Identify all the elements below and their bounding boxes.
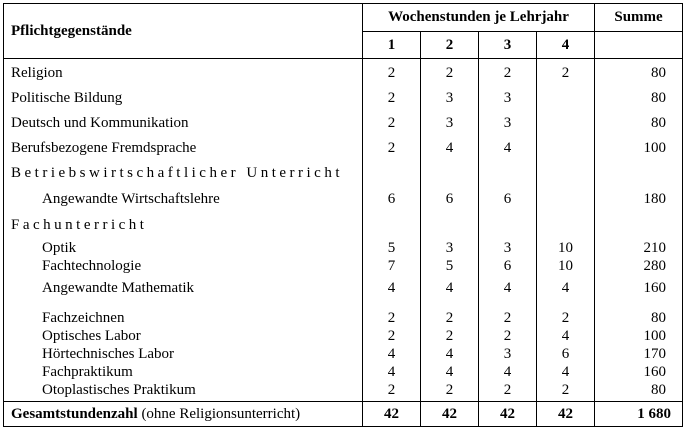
row-year-3-value: 2 bbox=[479, 302, 537, 327]
row-subject-name: Fachtechnologie bbox=[4, 257, 363, 275]
row-year-3-value: 3 bbox=[479, 345, 537, 363]
total-year-1: 42 bbox=[363, 402, 421, 427]
row-subject-name: Angewandte Mathematik bbox=[4, 275, 363, 302]
empty-cell bbox=[537, 161, 595, 186]
row-year-3-value: 3 bbox=[479, 111, 537, 136]
row-subject-name: Politische Bildung bbox=[4, 86, 363, 111]
row-sum-value: 160 bbox=[595, 275, 683, 302]
year-4-header: 4 bbox=[537, 32, 595, 59]
row-year-2-value: 3 bbox=[421, 238, 479, 257]
row-subject-name: Angewandte Wirtschaftslehre bbox=[4, 186, 363, 213]
empty-cell bbox=[421, 213, 479, 238]
row-year-1-value: 2 bbox=[363, 327, 421, 345]
row-sum-value: 170 bbox=[595, 345, 683, 363]
row-subject-name: Optisches Labor bbox=[4, 327, 363, 345]
total-sum: 1 680 bbox=[595, 402, 683, 427]
table-row bbox=[4, 327, 683, 345]
row-sum-value: 80 bbox=[595, 86, 683, 111]
table-row bbox=[4, 275, 683, 302]
row-subject-name: Fachzeichnen bbox=[4, 302, 363, 327]
row-year-2-value: 3 bbox=[421, 86, 479, 111]
row-year-3-value: 4 bbox=[479, 136, 537, 161]
table-row bbox=[4, 302, 683, 327]
row-year-1-value: 4 bbox=[363, 275, 421, 302]
row-year-3-value: 3 bbox=[479, 238, 537, 257]
row-sum-value: 80 bbox=[595, 381, 683, 402]
total-row bbox=[4, 402, 683, 427]
row-year-4-value bbox=[537, 136, 595, 161]
row-year-2-value: 4 bbox=[421, 363, 479, 381]
row-year-3-value: 4 bbox=[479, 363, 537, 381]
row-year-3-value: 4 bbox=[479, 275, 537, 302]
total-label-note: (ohne Religionsunterricht) bbox=[141, 405, 301, 422]
table-row bbox=[4, 363, 683, 381]
row-year-1-value: 4 bbox=[363, 363, 421, 381]
total-label-bold: Gesamtstundenzahl bbox=[11, 405, 138, 422]
row-sum-value: 100 bbox=[595, 136, 683, 161]
section-header-row bbox=[4, 161, 683, 186]
row-sum-value: 180 bbox=[595, 186, 683, 213]
row-year-1-value: 4 bbox=[363, 345, 421, 363]
row-year-2-value: 4 bbox=[421, 275, 479, 302]
row-year-3-value: 3 bbox=[479, 86, 537, 111]
row-year-3-value: 2 bbox=[479, 381, 537, 402]
sum-column-header: Summe bbox=[595, 4, 683, 32]
section-header-technical: Fachunterricht bbox=[4, 213, 363, 238]
row-year-1-value: 7 bbox=[363, 257, 421, 275]
row-year-1-value: 2 bbox=[363, 111, 421, 136]
row-year-3-value: 6 bbox=[479, 186, 537, 213]
total-year-3: 42 bbox=[479, 402, 537, 427]
row-year-4-value: 4 bbox=[537, 327, 595, 345]
row-sum-value: 280 bbox=[595, 257, 683, 275]
row-year-2-value: 2 bbox=[421, 302, 479, 327]
row-year-1-value: 2 bbox=[363, 59, 421, 87]
row-year-3-value: 6 bbox=[479, 257, 537, 275]
sum-subheader-empty bbox=[595, 32, 683, 59]
empty-cell bbox=[363, 213, 421, 238]
row-year-2-value: 6 bbox=[421, 186, 479, 213]
year-1-header: 1 bbox=[363, 32, 421, 59]
row-year-2-value: 5 bbox=[421, 257, 479, 275]
weekly-hours-group-header: Wochenstunden je Lehrjahr bbox=[363, 4, 595, 32]
row-year-4-value: 2 bbox=[537, 59, 595, 87]
row-year-4-value: 6 bbox=[537, 345, 595, 363]
row-sum-value: 80 bbox=[595, 111, 683, 136]
section-header-row bbox=[4, 213, 683, 238]
empty-cell bbox=[595, 213, 683, 238]
row-year-2-value: 2 bbox=[421, 327, 479, 345]
row-sum-value: 100 bbox=[595, 327, 683, 345]
row-sum-value: 80 bbox=[595, 59, 683, 87]
row-subject-name: Fachpraktikum bbox=[4, 363, 363, 381]
row-year-1-value: 2 bbox=[363, 136, 421, 161]
section-header-business: Betriebswirtschaftlicher Unterricht bbox=[4, 161, 363, 186]
row-year-4-value: 10 bbox=[537, 257, 595, 275]
row-subject-name: Otoplastisches Praktikum bbox=[4, 381, 363, 402]
row-sum-value: 80 bbox=[595, 302, 683, 327]
empty-cell bbox=[595, 161, 683, 186]
empty-cell bbox=[363, 161, 421, 186]
row-year-4-value bbox=[537, 86, 595, 111]
row-year-2-value: 4 bbox=[421, 345, 479, 363]
row-year-4-value bbox=[537, 186, 595, 213]
total-year-2: 42 bbox=[421, 402, 479, 427]
table-row bbox=[4, 59, 683, 87]
row-year-2-value: 3 bbox=[421, 111, 479, 136]
row-sum-value: 210 bbox=[595, 238, 683, 257]
empty-cell bbox=[479, 213, 537, 238]
table-row bbox=[4, 111, 683, 136]
subject-column-header: Pflichtgegenstände bbox=[4, 4, 363, 59]
row-subject-name: Hörtechnisches Labor bbox=[4, 345, 363, 363]
year-2-header: 2 bbox=[421, 32, 479, 59]
row-year-1-value: 5 bbox=[363, 238, 421, 257]
row-subject-name: Deutsch und Kommunikation bbox=[4, 111, 363, 136]
row-year-2-value: 4 bbox=[421, 136, 479, 161]
row-year-3-value: 2 bbox=[479, 327, 537, 345]
row-sum-value: 160 bbox=[595, 363, 683, 381]
row-year-4-value: 2 bbox=[537, 381, 595, 402]
row-subject-name: Berufsbezogene Fremdsprache bbox=[4, 136, 363, 161]
row-year-1-value: 2 bbox=[363, 381, 421, 402]
total-year-4: 42 bbox=[537, 402, 595, 427]
curriculum-table bbox=[3, 3, 683, 427]
table-row bbox=[4, 86, 683, 111]
table-row bbox=[4, 381, 683, 402]
row-year-2-value: 2 bbox=[421, 59, 479, 87]
table-row bbox=[4, 238, 683, 257]
empty-cell bbox=[479, 161, 537, 186]
row-year-1-value: 2 bbox=[363, 302, 421, 327]
row-subject-name: Religion bbox=[4, 59, 363, 87]
table-row bbox=[4, 136, 683, 161]
row-year-1-value: 6 bbox=[363, 186, 421, 213]
row-year-4-value: 2 bbox=[537, 302, 595, 327]
empty-cell bbox=[421, 161, 479, 186]
row-year-4-value: 4 bbox=[537, 275, 595, 302]
table-row bbox=[4, 345, 683, 363]
row-subject-name: Optik bbox=[4, 238, 363, 257]
row-year-1-value: 2 bbox=[363, 86, 421, 111]
table-row bbox=[4, 186, 683, 213]
row-year-4-value: 10 bbox=[537, 238, 595, 257]
row-year-2-value: 2 bbox=[421, 381, 479, 402]
year-3-header: 3 bbox=[479, 32, 537, 59]
total-row-label bbox=[4, 402, 363, 427]
row-year-3-value: 2 bbox=[479, 59, 537, 87]
row-year-4-value bbox=[537, 111, 595, 136]
table-row bbox=[4, 257, 683, 275]
row-year-4-value: 4 bbox=[537, 363, 595, 381]
empty-cell bbox=[537, 213, 595, 238]
